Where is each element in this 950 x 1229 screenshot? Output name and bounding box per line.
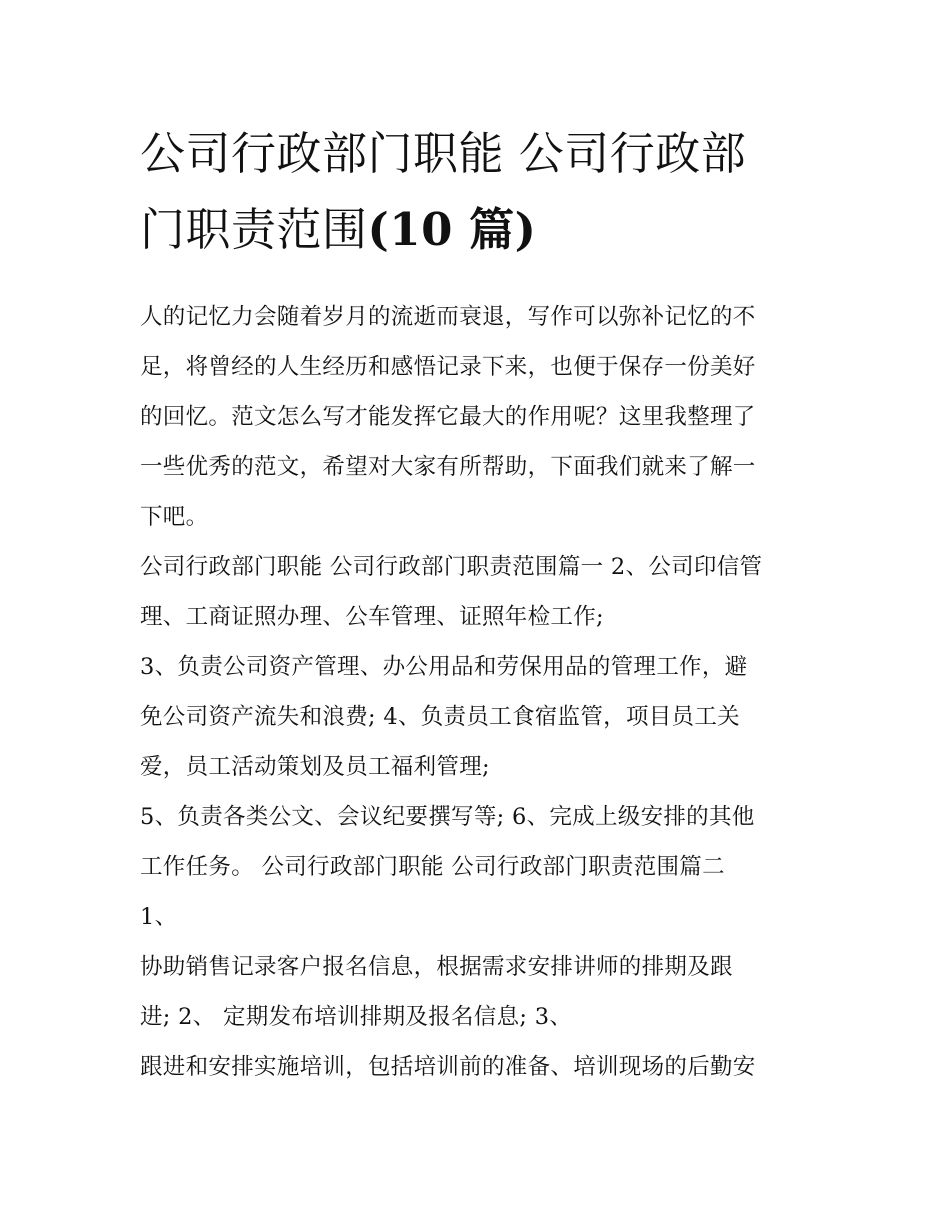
body-line: 下吧。 [140, 504, 209, 530]
body-line: 一些优秀的范文，希望对大家有所帮助，下面我们就来了解一 [140, 454, 756, 480]
body-line: 免公司资产流失和浪费; 4、负责员工食宿监管，项目员工关 [140, 704, 740, 730]
body-line: 的回忆。范文怎么写才能发挥它最大的作用呢？这里我整理了 [140, 404, 756, 430]
body-line: 5、负责各类公文、会议纪要撰写等; 6、完成上级安排的其他 [140, 804, 755, 830]
body-line: 协助销售记录客户报名信息，根据需求安排讲师的排期及跟 [140, 954, 733, 980]
body-line: 跟进和安排实施培训，包括培训前的准备、培训现场的后勤安 [140, 1054, 756, 1080]
body-line: 人的记忆力会随着岁月的流逝而衰退，写作可以弥补记忆的不 [140, 304, 756, 330]
body-line: 爱，员工活动策划及员工福利管理; [140, 754, 490, 780]
title-line-1: 公司行政部门职能 公司行政部 [140, 127, 747, 180]
body-line: 进; 2、 定期发布培训排期及报名信息; 3、 [140, 1004, 573, 1030]
body-line: 理、工商证照办理、公车管理、证照年检工作; [140, 604, 604, 630]
body-line: 工作任务。 公司行政部门职能 公司行政部门职责范围篇二 [140, 854, 725, 880]
document-content [140, 116, 820, 1092]
document-title [140, 116, 820, 268]
title-count: (10 篇) [367, 203, 537, 256]
body-line: 3、负责公司资产管理、办公用品和劳保用品的管理工作，避 [140, 654, 748, 680]
body-line: 1、 [140, 904, 178, 930]
body-line: 足，将曾经的人生经历和感悟记录下来，也便于保存一份美好 [140, 354, 756, 380]
document-body [140, 292, 820, 1092]
body-line: 公司行政部门职能 公司行政部门职责范围篇一 2、公司印信管 [140, 554, 763, 580]
title-line-2: 门职责范围 [140, 203, 368, 256]
